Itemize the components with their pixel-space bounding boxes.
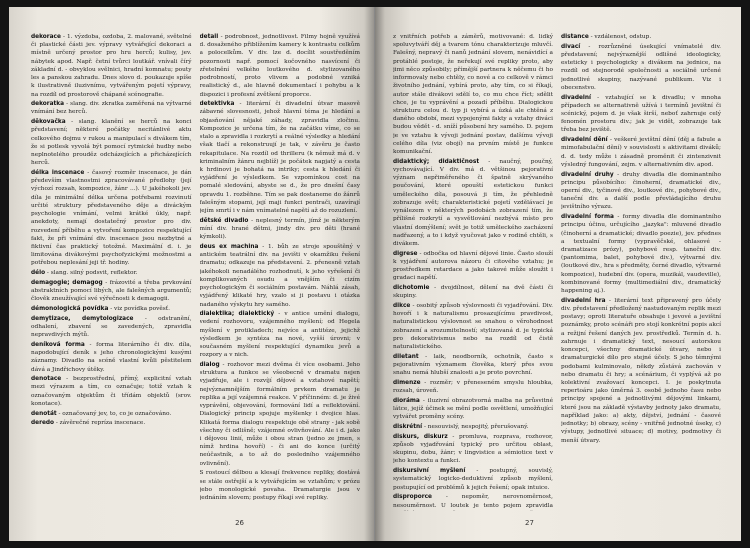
entry-term: dialektika; dialektický — [199, 311, 275, 318]
dictionary-entry — [31, 169, 192, 268]
page-number-right: 27 — [525, 519, 534, 527]
entry-definition: S rostoucí dělbou a klesají frekvence repliky, dostává se stále ostřejší a k vytvářejícím se vztahům; v prózu jebo monologické povaha. Dramaturgie jsou v jednáním slovem; postupy říkají své repliky. — [199, 470, 360, 502]
dictionary-entry — [31, 100, 192, 116]
dictionary-entry — [393, 423, 553, 431]
dictionary-entry — [393, 353, 553, 378]
entry-term: divací — [561, 43, 581, 50]
gutter-shadow — [364, 7, 374, 541]
dictionary-entry — [31, 33, 192, 99]
dictionary-entry — [200, 100, 361, 215]
entry-definition: - naučný, poučný, vychovávající. V div. má d. většinou pejorativní význam nepřiměřeného či špatně skrývaného poučování, které opouští estetickou funkci uměleckého díla, posouvá ji tím, že přehledně zobrazuje svět; charakteristické pojetí vzdělávací je vynálezem v některých podobách zobrazení tím, že přílišné rozkrytí a vysvětlování nezbývá místo pro vlastní domýšlení; svět je totiž uměleckého zacházení nadřazený, a to i když vyučovat jako v rodině chtěli, s divákem. — [393, 158, 553, 247]
entry-definition: - rozrůzněné úsekující vnímatelé div. představení; nejvýraznější odlišné ideologicky, esteticky i psychologicky s divákem na jednice, na rozdíl od stejnorodé společnosti a sociálně určené jednotlivé skupiny, nazývané publikum. Viz i obecenstvo. — [561, 43, 721, 91]
page-number-left: 26 — [235, 519, 244, 527]
dictionary-entry — [31, 269, 192, 277]
dictionary-entry — [561, 297, 721, 445]
dictionary-entry — [31, 315, 192, 340]
entry-term: dioráma — [393, 397, 420, 404]
dictionary-entry — [561, 136, 721, 169]
right-page-columns — [393, 33, 721, 511]
entry-definition: - podrobnost, jednotlivost. Filmy hojně využívá d. dosaženého přiblížením kamery k kontrastu celkům a polocelkům. V div. lze d. docílit soustředěním pozornosti např. pomocí kočovného nasvícení či zřetelnění velkého loutkového d. stylizovaného podrobností, proto vlivem a podobné vzniká realistický d., ale hlavně dokumentací i pohybu a k dispozici i profesní zvětšení proporce. — [199, 34, 360, 98]
dictionary-entry — [31, 341, 192, 374]
dictionary-entry — [200, 33, 361, 99]
dictionary-entry — [393, 250, 553, 283]
entry-term: divadelní forma — [561, 214, 614, 221]
entry-term: délo — [31, 270, 46, 277]
dictionary-entry — [393, 433, 553, 466]
entry-term: deus ex machina — [199, 243, 259, 250]
left-page-columns — [31, 33, 360, 511]
entry-definition: - závěrečné repríza inscenace. — [55, 420, 146, 427]
dictionary-entry — [393, 397, 553, 422]
entry-definition: - slang. div. zkratka zaměřená na výtvarné vnímání bez herců. — [31, 101, 192, 116]
entry-definition: - slang. silný podsvit, reflektor. — [46, 270, 138, 277]
entry-term: demytizace, demytologizace — [31, 315, 134, 322]
entry-term: divadelní druhy — [561, 171, 614, 178]
entry-definition: - slang. klanění se herců na konci představení; některé počátky necitánlivé aktu celkového dojmu v rukou a manipulací s divákem tím, že si potlesk vyvolá být pomocí rytmické hudby nebo neplnotelého prouděz odcházejících a přicházejících herců. — [31, 119, 192, 167]
dictionary-entry — [561, 43, 721, 92]
dictionary-entry — [31, 118, 192, 167]
entry-definition: - laik, neodborník, ochotník, často s pejorativním významem člověka, který přes svou snahu nemá hlubší znalosti a je proto povrchní. — [393, 353, 553, 377]
entry-term: diskursivní myšlení — [393, 468, 466, 475]
entry-term: dětské divadlo — [199, 217, 249, 224]
entry-definition: - promluva, rozprava, rozhovor, způsob vyjadřování typický pro určitou oblast, skupinu, dobu, žánr; v lingvistice a sémiotice text v jeho kontextu a funkci. — [393, 433, 553, 465]
book-spread — [9, 7, 741, 541]
entry-definition: - časový rozměr inscenace, je dán především vlastnostmi zpracovávané předlohy (její výchozí rozsah, kompozice, žánr ...). U jakéhokoli jev. díla je minimální délka určena potřebami rozvinutí určité struktury představeného děje a diváckým psychologie vnímání, velmi krátké úkly, např. anekdoty, nemají dostatečný prostor pro div. rozvedení příběhu a vytvoření kompozice respektující fakt, že při vnímání div. inscenace jsou nezbytné a fiktivní čas praktický totožné. Maximální d. i. je limitována divákovými psychofyzickými možnostmi a potřebou neplesání jeji tř. hodiny. — [31, 170, 192, 267]
dictionary-entry — [31, 410, 192, 418]
entry-term: detail — [199, 34, 219, 40]
entry-definition: - označovaný jev, to, co je označováno. — [58, 410, 172, 417]
gutter-shadow — [375, 7, 385, 541]
entry-definition: - osobitý způsob výslovnosti či vyjadřování. Div. hovoří i k naturalismu prosazujícímu pravdivost, naturalistickou výslovnost se snahou o věrohodnost zobrazení a srozumitelností; stylizovaná d. je typická pro dekorativismus nebo na rozdíl od čistě naturalistického. — [393, 303, 553, 351]
dictionary-entry — [200, 217, 361, 242]
dictionary-entry — [561, 171, 721, 212]
entry-definition: - nepoměr, nerovnoměrnost, nesouměrnost. U loutek je tento pojem zpravidla — [393, 494, 553, 509]
entry-term: demagogie; demagog — [31, 279, 103, 286]
entry-definition: - vztahující se k divadlu; v mnoha případech se alternativně užívá i termínů jevištní či scénický, pojem d. je však širší, neboť zahrnuje celý fenomén prostoru div.; jak je vidět, zobrazuje tak třeba bez jeviště. — [561, 94, 721, 134]
entry-term: démonologická povídka — [31, 306, 109, 312]
dictionary-entry — [393, 379, 553, 395]
entry-term: deníková forma — [31, 341, 85, 348]
entry-definition: - nesouvislý, nespojitý, přerušovaný. — [423, 424, 529, 431]
entry-definition: - odstranění, odhalení, zbavení se zavedených, zpravidla nepravdivých mýtů. — [31, 315, 192, 339]
entry-definition: - bezprostřední, přímý, explicitní vztah mezi výrazem a tím, co označuje; totiž vztah k označovaným objektům či třídám objektů (srov. konotace). — [31, 376, 192, 407]
entry-term: dimenze — [393, 379, 421, 386]
entry-term: dichotomie — [393, 285, 430, 292]
entry-definition: - frázovité a třeba prvkování abstraktních pomocí libých, ale falešných argumentů; člověk zneužívající své výřečnosti k demagogii. — [31, 279, 192, 303]
dictionary-entry — [200, 361, 361, 468]
dictionary-entry — [31, 279, 192, 304]
dictionary-entry — [31, 375, 192, 408]
entry-term: dekoratka — [31, 101, 65, 108]
entry-definition: - rozměr; v přeneseném smyslu hloubka, rozsah, úroveň. — [393, 379, 553, 395]
dictionary-entry — [200, 243, 361, 309]
dictionary-entry — [393, 493, 553, 511]
left-column-1 — [31, 33, 192, 511]
entry-definition: - v antice umění dialogu, vedení rozhovoru, vzájemného myšlení; od Hegela myšlení v protikladech; nejvíce a antitéze, jejichž výsledkem je syntéza na nové, vyšší úrovni; v současném myšlení respektující dynamiku jevů a rozpory a v nich. — [199, 311, 360, 359]
dictionary-entry — [561, 94, 721, 135]
entry-term: divadelní — [561, 94, 592, 101]
entry-term: diskrétní — [393, 424, 423, 431]
entry-term: digrese — [393, 250, 418, 257]
entry-definition: - forma literárního či div. díla, napodobující deník s jeho chronologickými kusými záznamy. Divadlo na scéně vlastní kvůli pěstitelem dává a Jindřichovy útěky. — [31, 341, 192, 373]
entry-term: dekorace — [31, 34, 61, 40]
dictionary-entry — [393, 284, 553, 300]
dictionary-entry — [200, 469, 361, 502]
dictionary-entry — [561, 33, 721, 41]
entry-definition: - dvojdílnost, dělení na dvě části či skupiny. — [393, 285, 553, 300]
entry-term: deredo — [31, 420, 55, 427]
right-column-1 — [393, 33, 553, 511]
entry-definition: - 1. bůh ze stroje spouštěný v antickém teatrální div. na jevišti v okamžiku řešení dramatu; odkazuje na představení. 2. přenesně vztah jakéhokoli nenadálého rozhodnutí, k jeho vyřešení či komplikovaných osudu a vnějším či cizím psychologickým či sociálním postavám. Náhlá zásah, vyjádřený klikaté hry, vzalo si ji postavu i otázka nadaného výskytu hry samého. — [199, 243, 360, 308]
entry-definition: z vnitřních potřeb a záměrů, motivované: d. lidký spoluvytváří děj a tvarem tónu charakterizuje mluvčí. Falešný, nepravý či nanů jednání slovem, nenávidící a protáhlé postoje, že neřekují své repliky proto, aby jimi něco způsobily; přímější partnera k něčemu či ho informovaly nebo chtěly, co nové a co celkově v rámci životního jednání, vybírá proto, aby tím, co si říkají, autor stále divákovi sdělí to, co mu chce říct; sdělit chce, je tu vyprávění a pozadí příběhu. Dialogickou strukturu celou d. typ ji vybírá a úzká ale chtěná z daného období, mezi vypojenými fakty a vztahy diváci budou vědět - d. sníží působení hry samého. D. pojem je ve vztahu k vývoji jednání postav, dalšímu vývoji celého díla (viz obojí) na prvním místě je funkce komunikační. — [393, 34, 553, 156]
entry-term: diletant — [393, 353, 419, 360]
dictionary-entry — [31, 305, 192, 313]
entry-term: dikce — [393, 303, 411, 309]
entry-term: denotát — [31, 410, 57, 417]
entry-term: diskurs, diskurz — [393, 433, 448, 440]
entry-definition: - odbočka od hlavní dějové linie. Často slouží k vyjádření autorova názoru či citového vztahu; je prostředkem retardace a jako takové může sloužit i gradaci napětí. — [393, 250, 553, 282]
entry-definition: - neplesný termín, jímž je některým míní div. hrané dětmi, jindy div. pro děti (hrané kýmkoli). — [199, 217, 360, 241]
entry-definition: - formy divadla dle dominantního principu účinu, určujícího „jazyka": mluvené divadlo (činoherní a dramatické; divadlo poezie), jev. přednes a textualní formy (vypravěčské, ohlasové - dramatizace prózy), pohybové resp. taneční div. (pantomima, balet, pohybové div.), výtvarné div. (loutkové div., hra s předměty, černé divadlo, výtvarné kompozice), hudební div. (opera, muzikál, vaudeville), kombinované formy (multimediální div., dramatický happening aj.). — [561, 214, 721, 295]
dictionary-entry — [393, 33, 553, 156]
entry-definition: - iluzivní obrazotvorná malba na průsvitné látce, jejíž účinek se mění podle osvětlení, umožňující vytvářet proměny scény. — [393, 397, 553, 421]
entry-term: detektivka — [199, 101, 235, 108]
entry-definition: - literární text připravený pro účely div. představení předložený nastudovaným replik mezi postavy; oproti literatuře obsahuje i jevové a jevištní poznámky, proto scénáři pro stojí konkrétní popis akcí a režijní řešení daných jev. prostředků. Termín d. h. zahrnuje i dramatický text, nesoucí autorskou koncepci, všechny dramatické útvary, nebo i dramaturgické dílo pro stejné účely. S jeho témnými podobami kulminovalo, někdy zůstává zachován v nebo dramatu či hry; a scénárium, či vyplývá až po kolektivní zvažovací koncepci. I. je poskytnuta repertoáru jako úměrná 3. osobě jednoho času nebo principy spojené a jednotlivými dějovými linkami, které jsou na základě výstavby jednoty jako dramatu, například jako: a) akty, dějství, jednání - časové jednotky; b) obrazy, scény - vnitřně jednotné úseky, c) výstupy, jednotlivé situace; d) motivy, podmotivy či menší útvary. — [561, 297, 721, 444]
entry-term: disproporce — [393, 494, 432, 501]
entry-definition: - 1. výzdoba, ozdoba, 2. malované, světelné či plastické části jev. výpravy vytvářející dekoraci a místně určený prostor pro hru herců; kulisy, jev. nábytek apod. Např. četní tvůrci loutkář. vnívali čírý základní d. - obvyklou svělnici, hradní komnatu; pouty les a panskou zahradu. Dnes slovo d. poukazuje spíše k ilustrativně iluzivnímu, vytvářeným pojetí výpravy, na rozdíl od prostorově chápané scénografie. — [31, 34, 192, 98]
entry-definition: - literární či divadelní útvar masově zábavné slovesnosti, jehož hlavní téma je hledání a objasňování nějaké záhady, zpravidla zločinu. Kompozice je určena tím, že na začátku víme, co se stalo a zpravidla i rozkrytí a reálné výsledky a hledání však tlačí a rekonstruují je tak, v závěru je často rekapitulace. Na rozdíl od thrilleru (k němuž má d. v kriminalním žánru nejblíž) je počátek napjatý a cesta k hrdinovi je bohatá na intriky; cesta k hledání či vyjádření je výsledkem. Se vzpomínkou cost na pomalé sledování, abyste se d., že pro dnešní časy opravdu 1. rozběhne. Tím se pak dostaneme do žánrů falešným stopami, její maji funkci pentrači, uzavírají jejím smrtí i v nám vnímatelné napětí až do rozuzlení. — [199, 101, 360, 215]
dictionary-entry — [561, 213, 721, 295]
entry-term: dialog — [199, 362, 220, 369]
entry-definition: - veškeré jevištní dění (děj a fabule a mimofabulační dění) v souvislosti s aktivitami diváků; d. d. tedy může i zásadně proměnit či zintenzivnit výsledný fungování, zejm. v alternativním div. apod. — [561, 137, 721, 168]
entry-term: děkovačka — [31, 119, 66, 126]
dictionary-entry — [31, 419, 192, 427]
entry-term: délka inscenace — [31, 170, 85, 176]
entry-term: divadelní hra — [561, 297, 606, 304]
dictionary-entry — [393, 158, 553, 248]
entry-definition: - vzdálenost, odstup. — [590, 34, 652, 40]
left-column-2 — [200, 33, 361, 511]
entry-definition: - druhy divadla dle dominantního principu působícího: činoherní, dramatické div., operní div., tyčinové div., loutkové div., pohybové div., taneční div. a další podle převládajícího druhu jevištního výrazu. — [561, 171, 721, 211]
entry-definition: - postupný, souvislý, systematický logicko-deduktivní způsob myšlení, postupující od problémů k jejich řešení; opak intuice. — [393, 468, 553, 491]
entry-definition: - viz povídka pověsť. — [110, 306, 170, 312]
entry-term: distance — [561, 34, 589, 40]
entry-term: didaktický; didaktičnost — [393, 158, 480, 165]
left-page — [9, 7, 375, 541]
right-page — [375, 7, 741, 541]
entry-term: denotace — [31, 376, 62, 383]
entry-definition: - rozhovor mezi dvěma či více osobami. Jeho struktura a funkce se všeobecně v dramatu nejen vyjadřuje, ale i rozvíjí dějové a vztahové napětí; nejvýznamnějším formálním prvkem dramatu je replika a její vzájemná reakce. V příčinném: d. je živé vyprávění, objevování, formování lidí a reflektování. Dialogický princip spojuje myšlenky i dvojice hlas. Klikatá forma dialogu respektuje obě strany - jak sobě všechny či odlišně; vzájemné ovlivňování. Ale i d. jako i dějovou linií, může i obou stran (jedno ze jmen, s nímž hrdina hovoří) - či ani do konce (určitý neúčastník, a to až do posledního vzájemného ovlivnění). — [199, 362, 360, 467]
entry-term: divadelní dění — [561, 137, 608, 144]
right-column-2 — [561, 33, 721, 511]
dictionary-entry — [393, 302, 553, 351]
dictionary-entry — [393, 467, 553, 492]
dictionary-entry — [200, 310, 361, 359]
